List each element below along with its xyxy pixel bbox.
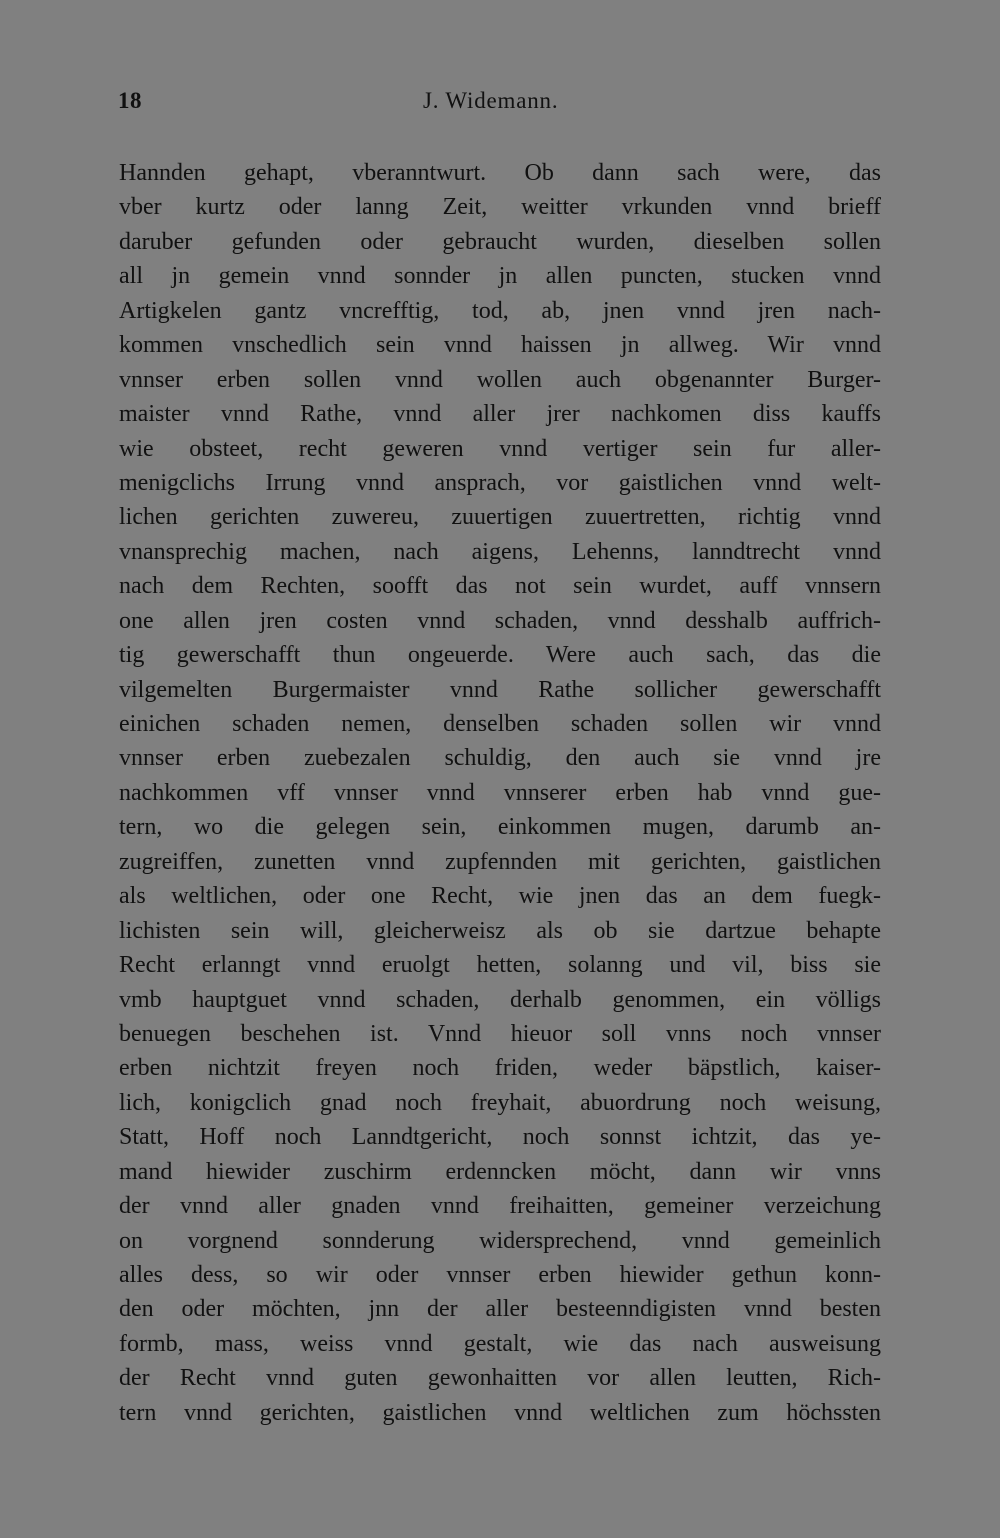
text-line: lichisten sein will, gleicherweisz als ob sie dartzue behapte bbox=[119, 917, 881, 944]
running-head: J. Widemann. bbox=[423, 88, 559, 113]
text-line: tern vnnd gerichten, gaistlichen vnnd weltlichen zum höchssten bbox=[119, 1399, 881, 1426]
text-line: Recht erlanngt vnnd eruolgt hetten, solanng und vil, biss sie bbox=[119, 952, 881, 979]
text-line: alles dess, so wir oder vnnser erben hiewider gethun konn- bbox=[119, 1262, 881, 1288]
text-line: der vnnd aller gnaden vnnd freihaitten, gemeiner verzeichung bbox=[119, 1193, 881, 1220]
text-line: Hannden gehapt, vberanntwurt. Ob dann sach were, das bbox=[119, 160, 881, 186]
text-line: als weltlichen, oder one Recht, wie jnen das an dem fuegk- bbox=[119, 883, 881, 910]
text-line: lich, konigclich gnad noch freyhait, abuordrung noch weisung, bbox=[119, 1089, 881, 1116]
text-line: maister vnnd Rathe, vnnd aller jrer nachkomen diss kauffs bbox=[119, 401, 881, 428]
text-line: tern, wo die gelegen sein, einkommen mugen, darumb an- bbox=[119, 814, 881, 841]
text-line: on vorgnend sonnderung widersprechend, vnnd gemeinlich bbox=[119, 1227, 881, 1254]
text-line: tig gewerschafft thun ongeuerde. Were auch sach, das die bbox=[119, 642, 881, 669]
text-line: vilgemelten Burgermaister vnnd Rathe sollicher gewerschafft bbox=[119, 676, 881, 703]
text-line: menigclichs Irrung vnnd ansprach, vor gaistlichen vnnd welt- bbox=[119, 469, 881, 496]
text-line: erben nichtzit freyen noch friden, weder bäpstlich, kaiser- bbox=[119, 1055, 881, 1082]
text-line: daruber gefunden oder gebraucht wurden, dieselben sollen bbox=[119, 228, 881, 255]
body-text bbox=[119, 156, 881, 1430]
text-line: mand hiewider zuschirm erdenncken möcht, dann wir vnns bbox=[119, 1158, 881, 1185]
text-line: all jn gemein vnnd sonnder jn allen puncten, stucken vnnd bbox=[119, 263, 881, 290]
text-line: vber kurtz oder lanng Zeit, weitter vrkunden vnnd brieff bbox=[119, 194, 881, 221]
text-line: benuegen beschehen ist. Vnnd hieuor soll vnns noch vnnser bbox=[119, 1020, 881, 1047]
page-header bbox=[118, 88, 880, 124]
text-line: one allen jren costen vnnd schaden, vnnd desshalb auffrich- bbox=[119, 607, 881, 634]
text-line: kommen vnschedlich sein vnnd haissen jn allweg. Wir vnnd bbox=[119, 332, 881, 359]
text-line: einichen schaden nemen, denselben schaden sollen wir vnnd bbox=[119, 711, 881, 737]
text-line: den oder möchten, jnn der aller besteenndigisten vnnd besten bbox=[119, 1296, 881, 1323]
text-line: vnnser erben sollen vnnd wollen auch obgenannter Burger- bbox=[119, 366, 881, 393]
text-line: nachkommen vff vnnser vnnd vnnserer erben hab vnnd gue- bbox=[119, 779, 881, 806]
text-line: lichen gerichten zuwereu, zuuertigen zuuertretten, richtig vnnd bbox=[119, 504, 881, 531]
text-line: zugreiffen, zunetten vnnd zupfennden mit gerichten, gaistlichen bbox=[119, 848, 881, 875]
page-number: 18 bbox=[118, 88, 142, 113]
text-line: nach dem Rechten, soofft das not sein wurdet, auff vnnsern bbox=[119, 573, 881, 600]
text-line: wie obsteet, recht geweren vnnd vertiger sein fur aller- bbox=[119, 435, 881, 462]
text-line: Statt, Hoff noch Lanndtgericht, noch sonnst ichtzit, das ye- bbox=[119, 1124, 881, 1151]
text-line: vnnser erben zuebezalen schuldig, den auch sie vnnd jre bbox=[119, 745, 881, 772]
text-line: vmb hauptguet vnnd schaden, derhalb genommen, ein völligs bbox=[119, 986, 881, 1013]
text-line: formb, mass, weiss vnnd gestalt, wie das nach ausweisung bbox=[119, 1330, 881, 1357]
text-line: vnansprechig machen, nach aigens, Lehenns, lanndtrecht vnnd bbox=[119, 538, 881, 565]
text-line: der Recht vnnd guten gewonhaitten vor allen leutten, Rich- bbox=[119, 1365, 881, 1392]
text-line: Artigkelen gantz vncrefftig, tod, ab, jnen vnnd jren nach- bbox=[119, 297, 881, 324]
